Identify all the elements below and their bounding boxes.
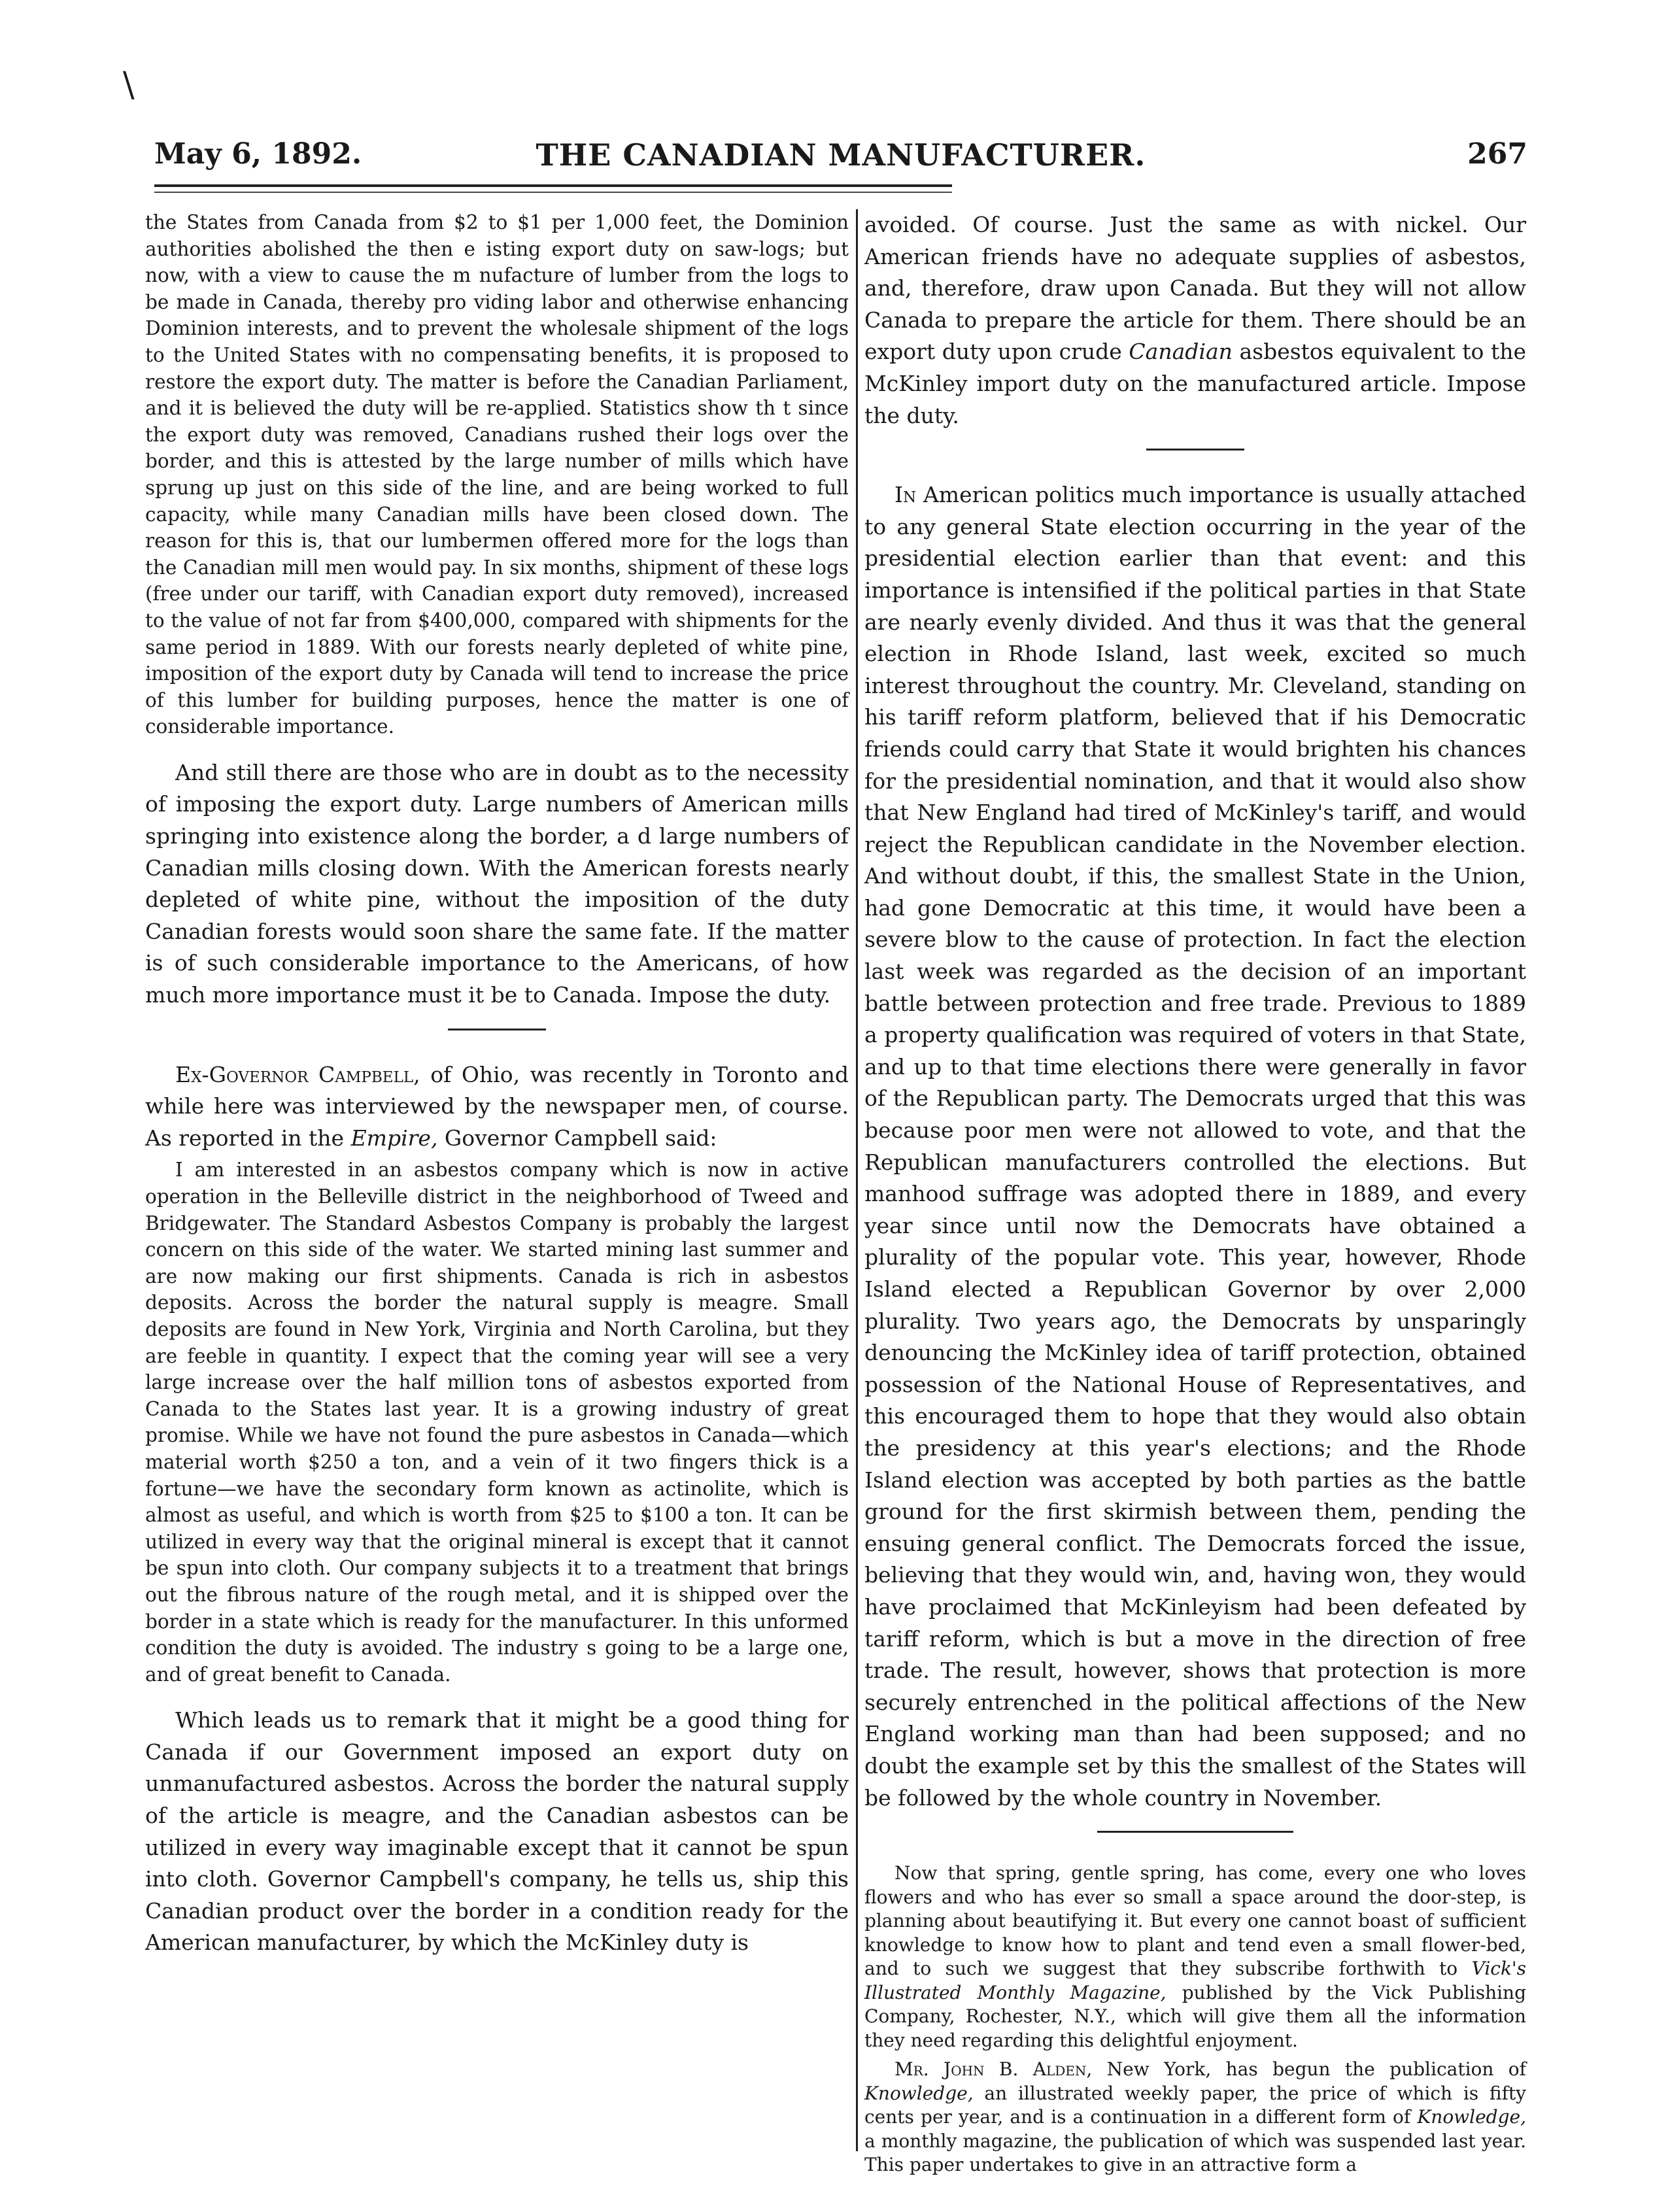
vicks-text-a: Now that spring, gentle spring, has come, every one who loves flowers and who has ever so small a space around the door-step, is planning about beautifying it. But every one cannot boast of sufficient knowledge to know how to plant and tend even a small flower-bed, and to such we suggest that they subscribe forthwith to — [864, 1862, 1526, 1980]
export-duty-conclusion-paragraph: And still there are those who are in doubt as to the necessity of imposing the export duty. Large numbers of American mills springing into existence along the border, a d large numbers of Canadian mills closing down. With the American forests nearly depleted of white pine, without the imposition of the duty Canadian forests would soon share the same fate. If the matter is of such considerable importance to the Americans, of how much more importance must it be to Canada. Impose the duty. — [145, 759, 849, 1008]
knowledge-weekly-title: Knowledge, — [864, 2082, 974, 2104]
rhode-island-lead: In — [895, 482, 917, 508]
alden-text-c: a monthly magazine, the publication of which was suspended last year. This paper undertakes to give in an attractive form a — [864, 2130, 1526, 2176]
vicks-magazine-paragraph — [864, 1862, 1526, 2052]
asbestos-text-a: avoided. Of course. Just the same as with nickel. Our American friends have no adequate supplies of asbestos, and, therefore, draw upon Canada. But they will not allow Canada to prepare the article for them. There should be an export duty upon crude — [864, 212, 1526, 365]
campbell-intro-paragraph — [145, 1059, 849, 1155]
export-duty-paragraph: the States from Canada from $2 to $1 per 1,000 feet, the Dominion authorities abolished the then e isting export duty on saw-logs; but now, with a view to cause the m nufacture of lumber from the logs to be made in Canada, thereby pro viding labor and otherwise enhancing Dominion interests, and to prevent the wholesale shipment of the logs to the United States with no compensating benefits, it is proposed to restore the export duty. The matter is before the Canadian Parliament, and it is believed the duty will be re-applied. Statistics show th t since the export duty was removed, Canadians rushed their logs over the border, and this is attested by the large number of mills which have sprung up just on this side of the line, and are being worked to full capacity, while many Canadian mills have been closed down. The reason for this is, that our lumbermen offered more for the logs than the Canadian mill men would pay. In six months, shipment of these logs (free under our tariff, with Canadian export duty removed), increased to the value of not far from $400,000, compared with shipments for the same period in 1889. With our forests nearly depleted of white pine, imposition of the export duty by Canada will tend to increase the price of this lumber for building purposes, hence the matter is one of considerable importance. — [145, 211, 849, 738]
issue-date: May 6, 1892. — [154, 137, 362, 171]
asbestos-continuation-paragraph — [864, 209, 1526, 432]
alden-text-b: an illustrated weekly paper, the price of which is fifty cents per year, and is a continuation in a different form of — [864, 2082, 1526, 2128]
campbell-intro-text-b: Governor Campbell said: — [437, 1125, 717, 1151]
section-divider — [448, 1029, 546, 1030]
column-divider — [856, 209, 858, 2151]
rhode-island-paragraph — [864, 479, 1526, 1814]
asbestos-duty-paragraph: Which leads us to remark that it might be a good thing for Canada if our Government imposed an export duty on unmanufactured asbestos. Across the border the natural supply of the article is meagre, and the Canadian asbestos can be utilized in every way imaginable except that it cannot be spun into cloth. Governor Campbell's company, he tells us, ship this Canadian product over the border in a condition ready for the American manufacturer, by which the McKinley duty is — [145, 1707, 849, 1956]
corner-mark: \ — [123, 65, 135, 105]
rhode-island-text: American politics much importance is usually attached to any general State election occurring in the year of the presidential election earlier than that event: and this importance is intensified if the political parties in that State are nearly evenly divided. And thus it was that the general election in Rhode Island, last week, excited so much interest throughout the country. Mr. Cleveland, standing on his tariff reform platform, believed that if his Democratic friends could carry that State it would brighten his chances for the presidential nomination, and that it would also show that New England had tired of McKinley's tariff, and would reject the Republican candidate in the November election. And without doubt, if this, the smallest State in the Union, had gone Democratic at this time, it would have been a severe blow to the cause of protection. In fact the election last week was regarded as the decision of an important battle between protection and free trade. Previous to 1889 a property qualification was required of voters in that State, and up to that time elections there were generally in favor of the Republican party. The Democrats urged that this was because poor men were not allowed to vote, and that the Republican manufacturers controlled the elections. But manhood suffrage was adopted there in 1889, and every year since until now the Democrats have obtained a plurality of the popular vote. This year, however, Rhode Island elected a Republican Governor by over 2,000 plurality. Two years ago, the Democrats by unsparingly denouncing the McKinley idea of tariff protection, obtained possession of the National House of Representatives, and this encouraged them to hope that they would also obtain the presidency at this year's elections; and the Rhode Island election was accepted by both parties as the battle ground for the first skirmish between them, pending the ensuing general conflict. The Democrats forced the issue, believing that they would win, and, having won, they would have proclaimed that McKinleyism had been defeated by tariff reform, which is but a move in the direction of free trade. The result, however, shows that protection is more securely entrenched in the political affections of the New England working man than had been supposed; and no doubt the example set by this the smallest of the States will be followed by the whole country in November. — [864, 482, 1526, 1811]
right-column — [864, 209, 1526, 2177]
campbell-quote-paragraph: I am interested in an asbestos company which is now in active operation in the Belleville district in the neighborhood of Tweed and Bridgewater. The Standard Asbestos Company is probably the largest concern on this side of the water. We started mining last summer and are now making our first shipments. Canada is rich in asbestos deposits. Across the border the natural supply is meagre. Small deposits are found in New York, Virginia and North Carolina, but they are feeble in quantity. I expect that the coming year will see a very large increase over the half million tons of asbestos exported from Canada to the States last year. It is a growing industry of great promise. While we have not found the pure asbestos in Canada—which material worth $250 a ton, and a vein of it two fingers thick is a fortune—we have the secondary form known as actinolite, which is almost as useful, and which is worth from $25 to $100 a ton. It can be utilized in every way that the original mineral is except that it cannot be spun into cloth. Our company subjects it to a treatment that brings out the fibrous nature of the rough metal, and it is shipped over the border in a state which is ready for the manufacturer. In this unformed condition the duty is avoided. The industry s going to be a large one, and of great benefit to Canada. — [145, 1159, 849, 1686]
header-rule — [154, 184, 952, 187]
alden-text-a: New York, has begun the publication of — [1092, 2058, 1527, 2081]
header-rule-secondary — [154, 192, 952, 193]
page-number: 267 — [1467, 137, 1527, 171]
asbestos-text-b: asbestos equivalent to the McKinley import duty on the manufactured article. Impose the duty. — [864, 339, 1526, 428]
running-head — [154, 137, 1527, 190]
section-divider — [1097, 1831, 1293, 1833]
alden-knowledge-paragraph — [864, 2058, 1526, 2177]
campbell-intro-text-a: of Ohio, was recently in Toronto and while here was interviewed by the newspaper men, of course. As reported in the — [145, 1061, 849, 1151]
empire-title: Empire, — [350, 1125, 438, 1151]
alden-lead: Mr. John B. Alden, — [895, 2058, 1093, 2081]
vicks-text-b: published by the Vick Publishing Company, Rochester, N.Y., which will give them all the information they need regarding this delightful enjoyment. — [864, 1981, 1527, 2051]
publication-title: THE CANADIAN MANUFACTURER. — [536, 137, 1146, 173]
vicks-magazine-title: Vick's Illustrated Monthly Magazine, — [864, 1958, 1526, 2003]
campbell-lead: Ex-Governor Campbell, — [175, 1061, 420, 1087]
canadian-emphasis: Canadian — [1129, 339, 1233, 365]
left-column — [145, 209, 849, 1959]
section-divider — [1146, 449, 1244, 451]
knowledge-monthly-title: Knowledge, — [1417, 2106, 1526, 2128]
